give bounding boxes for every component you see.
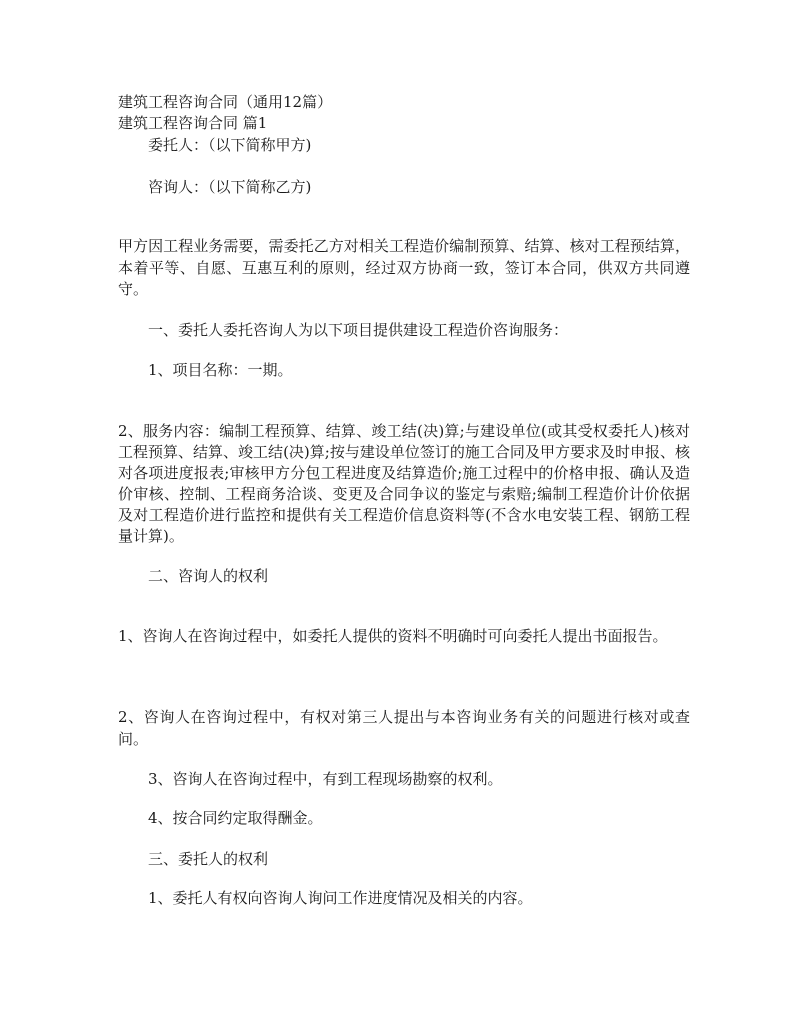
section2-heading: 二、咨询人的权利	[148, 567, 269, 585]
client-label: 委托人：（以下简称甲方)	[148, 136, 312, 154]
section1-item2: 2、服务内容：编制工程预算、结算、竣工结(决)算;与建设单位(或其受权委托人)核对工程预算、结算、竣工结(决)算;按与建设单位签订的施工合同及甲方要求及时申报、核对各项进度报表;审核甲方分包工程进度及结算造价;施工过程中的价格申报、确认及造价审核、控制、工程商务洽谈、变更及合同争议的鉴定与索赔;编制工程造价计价依据及对工程造价进行监控和提供有关工程造价信息资料等(不含水电安装工程、钢筋工程量计算)。	[118, 422, 690, 545]
section3-client-right1: 1、委托人有权向咨询人询问工作进度情况及相关的内容。	[148, 889, 533, 907]
document-title: 建筑工程咨询合同（通用12篇）	[118, 93, 333, 111]
document-subtitle: 建筑工程咨询合同 篇1	[118, 114, 268, 132]
section2-right2: 2、咨询人在咨询过程中，有权对第三人提出与本咨询业务有关的问题进行核对或查问。	[118, 708, 690, 748]
section2-right3: 3、咨询人在咨询过程中，有到工程现场勘察的权利。	[148, 770, 503, 788]
section2-right1: 1、咨询人在咨询过程中，如委托人提供的资料不明确时可向委托人提出书面报告。	[118, 627, 668, 645]
preamble-paragraph: 甲方因工程业务需要，需委托乙方对相关工程造价编制预算、结算、核对工程预结算，本着平等、自愿、互惠互利的原则，经过双方协商一致，签订本合同，供双方共同遵守。	[118, 237, 690, 299]
section3-heading: 三、委托人的权利	[148, 850, 269, 868]
consultant-label: 咨询人：（以下简称乙方)	[148, 178, 312, 196]
section1-item1: 1、项目名称：一期。	[148, 361, 293, 379]
section1-heading: 一、委托人委托咨询人为以下项目提供建设工程造价咨询服务：	[148, 321, 569, 339]
section2-right4: 4、按合同约定取得酬金。	[148, 809, 323, 827]
